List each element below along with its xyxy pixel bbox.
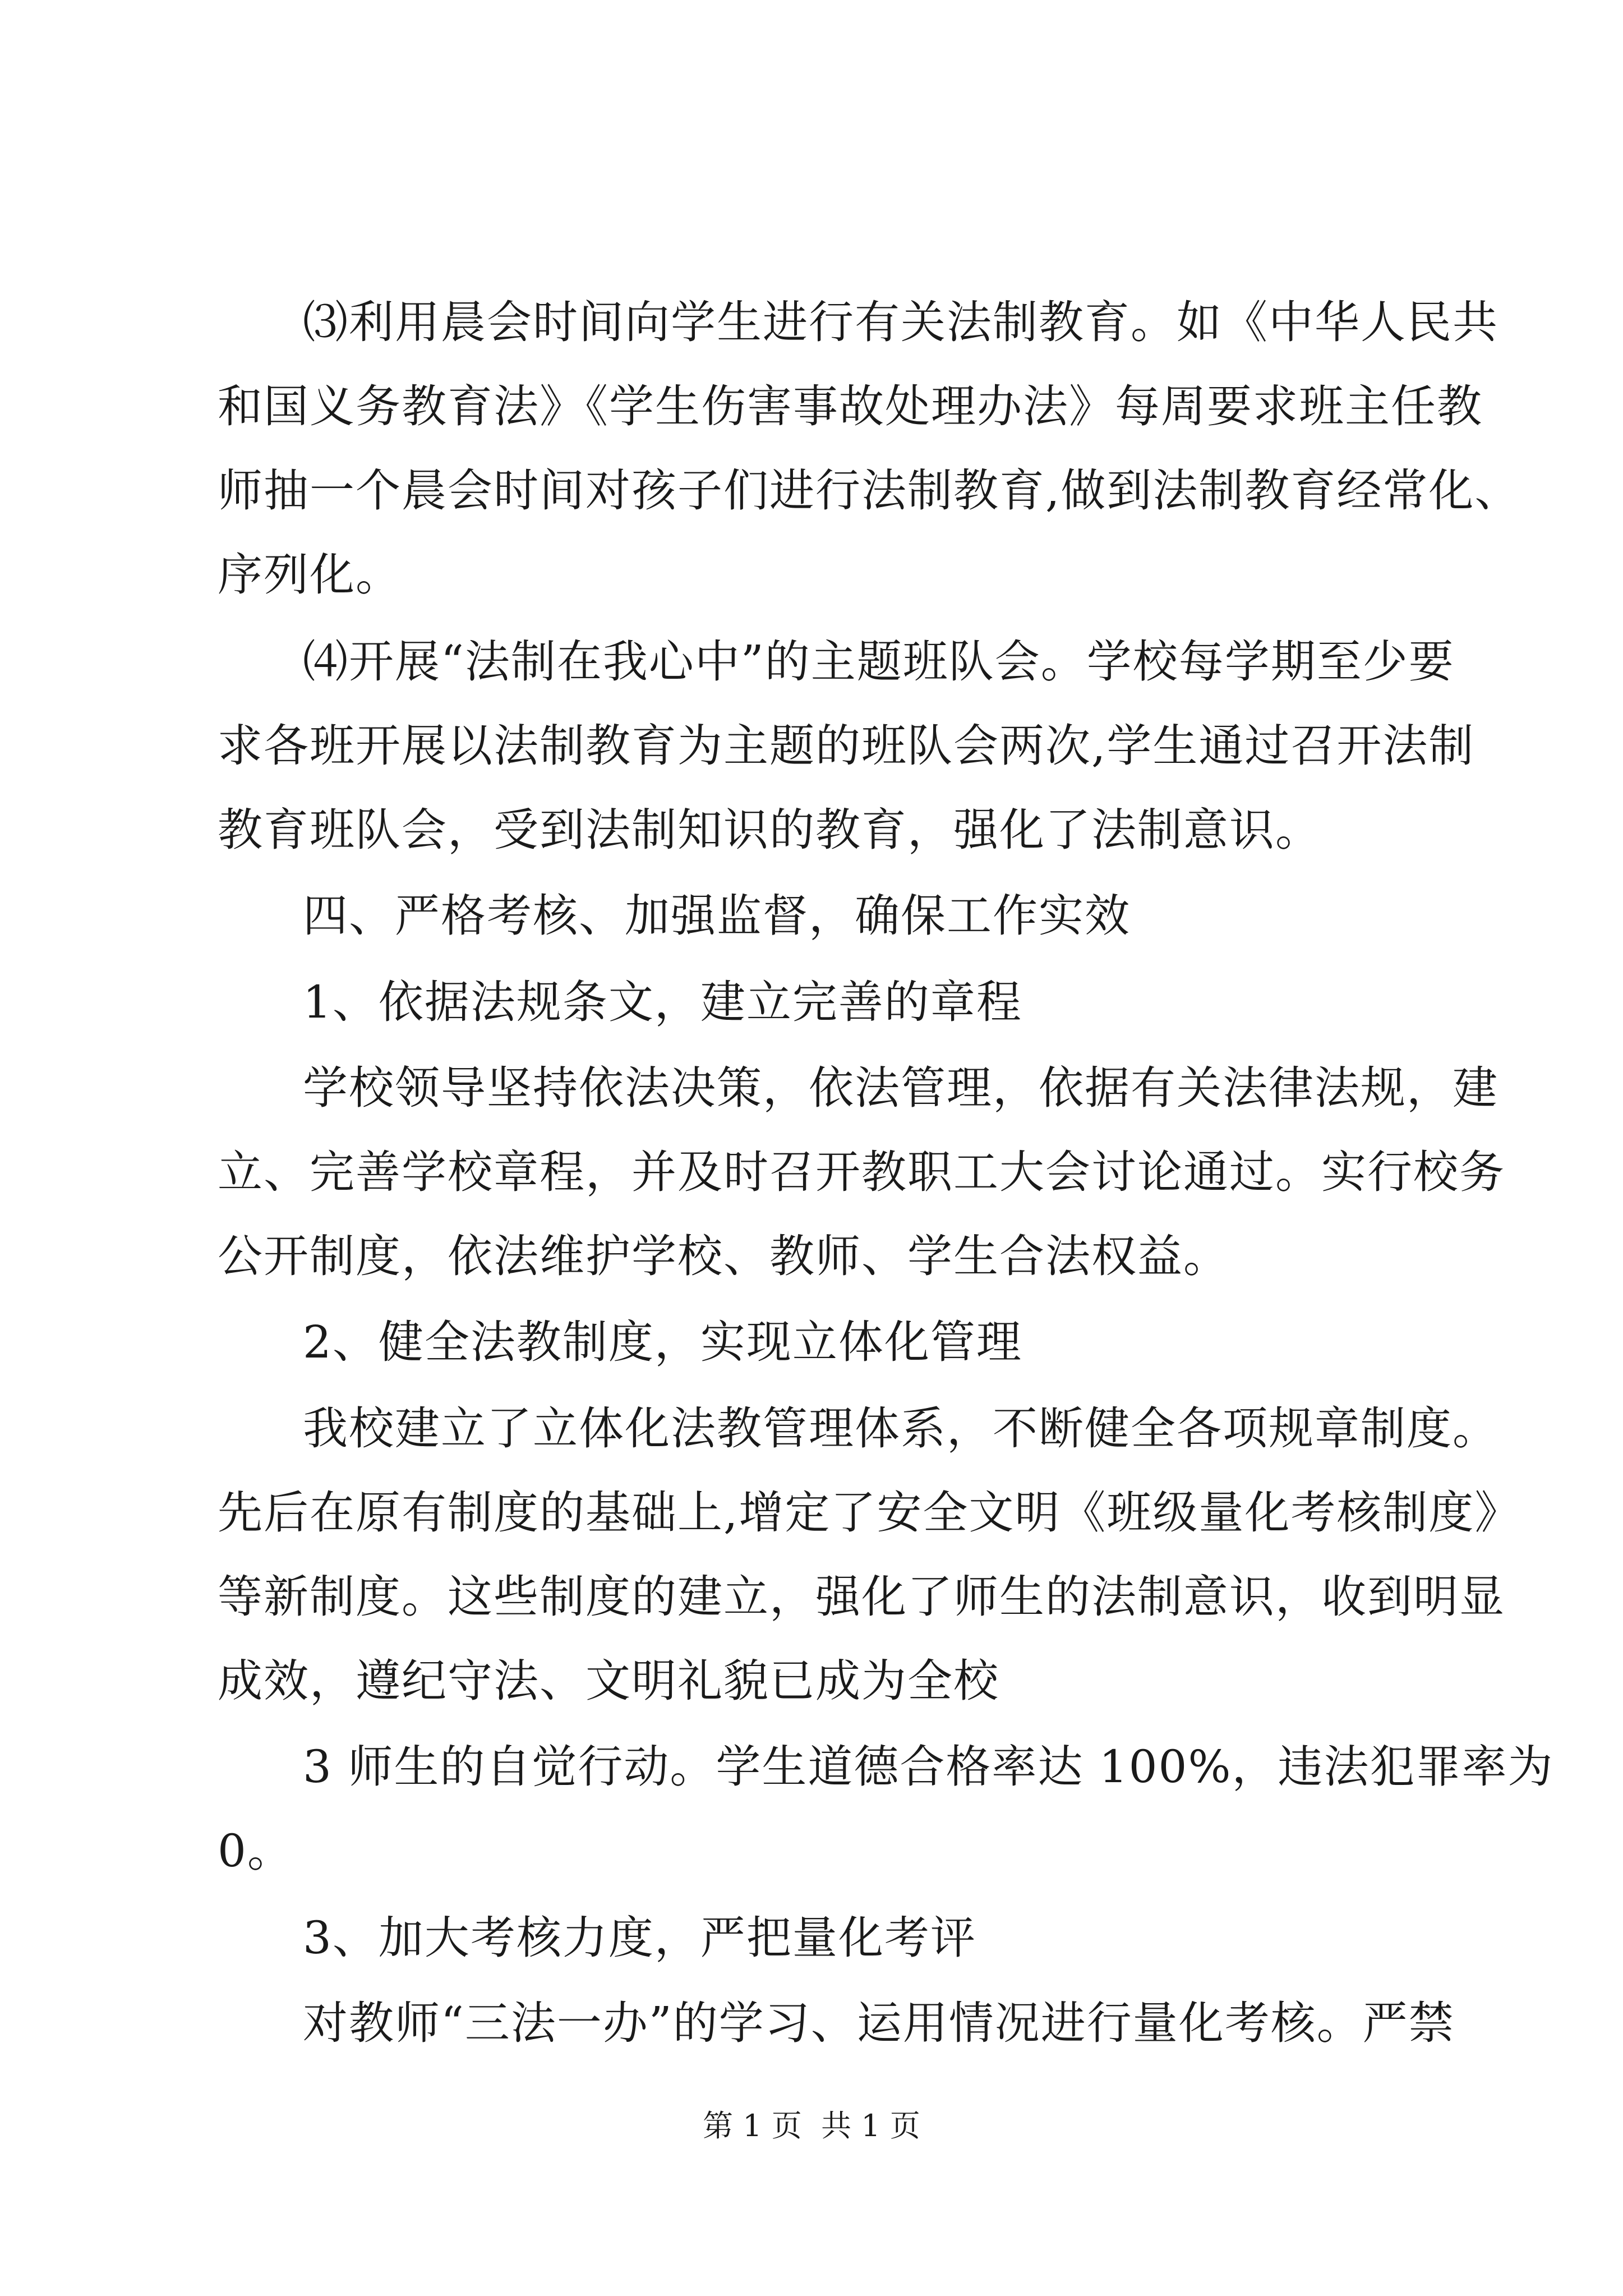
- subsection-heading: 3、加大考核力度，严把量化考评: [303, 1912, 976, 1964]
- text-line: 0。: [218, 1825, 293, 1877]
- text-line: 3 师生的自觉行动。学生道德合格率达 100%，违法犯罪率为: [303, 1741, 1554, 1793]
- text-line: 先后在原有制度的基础上,增定了安全文明《班级量化考核制度》: [218, 1487, 1521, 1539]
- text-line: 师抽一个晨会时间对孩子们进行法制教育,做到法制教育经常化、: [218, 464, 1521, 517]
- text-line: 求各班开展以法制教育为主题的班队会两次,学生通过召开法制: [218, 720, 1475, 772]
- page-footer: 第 1 页 共 1 页: [703, 2108, 920, 2143]
- text-line: 成效，遵纪守法、文明礼貌已成为全校: [218, 1655, 999, 1707]
- text-line: 教育班队会，受到法制知识的教育，强化了法制意识。: [218, 804, 1321, 856]
- text-line: 对教师“三法一办”的学习、运用情况进行量化考核。严禁: [303, 1997, 1455, 2049]
- subsection-heading: 1、依据法规条文，建立完善的章程: [303, 976, 1022, 1028]
- text-line: ⑷开展“法制在我心中”的主题班队会。学校每学期至少要: [303, 636, 1455, 688]
- text-line: ⑶利用晨会时间向学生进行有关法制教育。如《中华人民共: [303, 296, 1498, 348]
- text-line: 我校建立了立体化法教管理体系，不断健全各项规章制度。: [303, 1402, 1498, 1455]
- text-line: 序列化。: [218, 549, 402, 601]
- text-line: 公开制度，依法维护学校、教师、学生合法权益。: [218, 1230, 1229, 1282]
- section-heading: 四、严格考核、加强监督，确保工作实效: [303, 890, 1131, 942]
- subsection-heading: 2、健全法教制度，实现立体化管理: [303, 1316, 1022, 1368]
- text-line: 学校领导坚持依法决策，依法管理，依据有关法律法规，建: [303, 1062, 1498, 1114]
- text-line: 立、完善学校章程，并及时召开教职工大会讨论通过。实行校务: [218, 1146, 1505, 1198]
- text-line: 等新制度。这些制度的建立，强化了师生的法制意识，收到明显: [218, 1571, 1505, 1623]
- text-line: 和国义务教育法》《学生伤害事故处理办法》每周要求班主任教: [218, 380, 1483, 432]
